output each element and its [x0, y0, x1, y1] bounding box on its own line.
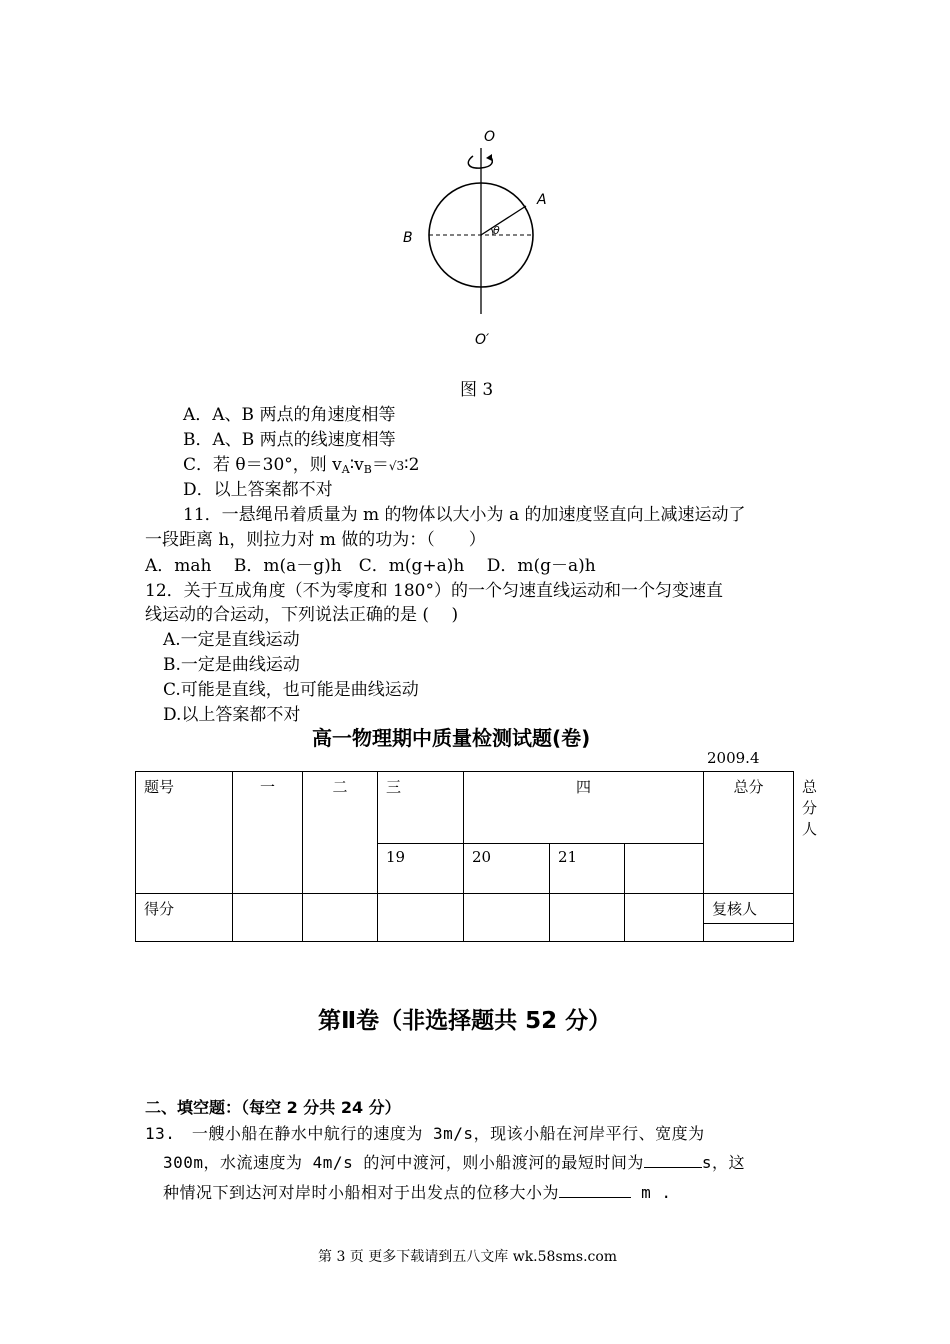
q13-line1: 13. 一艘小船在静水中航行的速度为 3m/s，现该小船在河岸平行、宽度为 [145, 1124, 705, 1143]
score-one-cell[interactable] [233, 894, 303, 942]
q12-line2: 线运动的合运动，下列说法正确的是 ( ) [145, 605, 459, 625]
exam-title: 高一物理期中质量检测试题(卷) [312, 726, 591, 750]
sqrt3: √3 [388, 459, 405, 473]
score-21-cell[interactable] [550, 894, 625, 942]
q10-option-a: A．A、B 两点的角速度相等 [183, 405, 396, 425]
reviewer-cell[interactable] [704, 924, 794, 942]
header-total: 总分 [704, 772, 794, 894]
q10-option-d: D．以上答案都不对 [183, 480, 333, 500]
subheader-20: 20 [464, 844, 550, 894]
score-table: 题号 一 二 三 四 总分 总分人 19 20 21 得分 复核人 [135, 771, 794, 942]
score-two-cell[interactable] [303, 894, 378, 942]
part2-title: 第Ⅱ卷（非选择题共 52 分） [318, 1008, 612, 1034]
label-b: B [403, 230, 413, 246]
score-20-cell[interactable] [464, 894, 550, 942]
label-a: A [537, 192, 547, 208]
q11-line2: 一段距离 h，则拉力对 m 做的功为：（ ） [145, 530, 486, 550]
q12-option-b: B.一定是曲线运动 [163, 655, 300, 675]
q11-line1: 11．一悬绳吊着质量为 m 的物体以大小为 a 的加速度竖直向上减速运动了 [183, 505, 746, 525]
label-theta: θ [493, 224, 500, 237]
q12-option-d: D.以上答案都不对 [163, 705, 301, 725]
figure-3-diagram [395, 122, 565, 352]
reviewer-label: 复核人 [704, 894, 794, 924]
subheader-19: 19 [378, 844, 464, 894]
exam-date: 2009.4 [707, 749, 760, 767]
q10-option-c: C．若 θ＝30°，则 $v_A∶v_B=√3∶2$ [183, 455, 420, 476]
figure-caption: 图 3 [460, 380, 494, 400]
radius-a [481, 206, 526, 235]
score-19-cell[interactable] [378, 894, 464, 942]
q13-line2: 300m，水流速度为 4m/s 的河中渡河，则小船渡河的最短时间为 s，这 [163, 1153, 745, 1172]
section-fill-blank: 二、填空题：（每空 2 分共 24 分） [145, 1098, 401, 1117]
header-four: 四 [464, 772, 704, 844]
label-o: O [484, 129, 496, 145]
answer-blank-time[interactable] [644, 1152, 702, 1168]
header-number: 题号 [136, 772, 233, 894]
row-score-label: 得分 [136, 894, 233, 942]
q13-line3: 种情况下到达河对岸时小船相对于出发点的位移大小为 m . [163, 1183, 672, 1202]
score-total-cell[interactable] [625, 894, 704, 942]
q12-option-c: C.可能是直线，也可能是曲线运动 [163, 680, 419, 700]
q12-line1: 12．关于互成角度（不为零度和 180°）的一个匀速直线运动和一个匀变速直 [145, 581, 723, 601]
page-footer: 第 3 页 更多下载请到五八文库 wk.58sms.com [318, 1249, 618, 1265]
header-one: 一 [233, 772, 303, 894]
subheader-21: 21 [550, 844, 625, 894]
header-three: 三 [378, 772, 464, 844]
q11-options: A．mah B．m(a－g)h C．m(g+a)h D．m(g－a)h [145, 556, 596, 576]
label-o-prime: O′ [475, 332, 490, 348]
q12-option-a: A.一定是直线运动 [163, 630, 300, 650]
answer-blank-displacement[interactable] [559, 1182, 631, 1198]
header-two: 二 [303, 772, 378, 894]
totaler-cell[interactable] [625, 844, 704, 894]
q10-option-b: B．A、B 两点的线速度相等 [183, 430, 396, 450]
